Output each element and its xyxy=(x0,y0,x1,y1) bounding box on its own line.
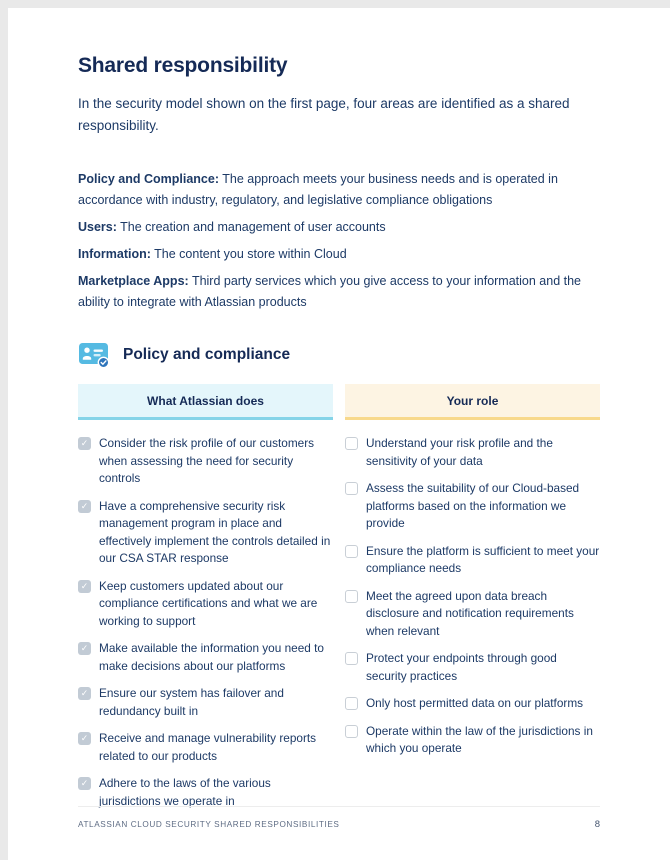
checked-checkbox-icon xyxy=(78,777,91,790)
checklist-item xyxy=(345,723,600,758)
unchecked-checkbox-icon xyxy=(345,697,358,710)
checklist-item-text: Have a comprehensive security risk management program in place and effectively implement the controls detailed in our CSA STAR response xyxy=(99,498,331,565)
checked-checkbox-icon xyxy=(78,687,91,700)
unchecked-checkbox-icon xyxy=(345,437,358,450)
your-role-checklist xyxy=(345,435,600,810)
unchecked-checkbox-icon xyxy=(345,482,358,495)
checklist-item xyxy=(345,650,600,685)
definition-text: The approach meets your business needs and is operated in accordance with industry, regulatory, and legislative compliance obligations xyxy=(78,172,558,207)
definition-users xyxy=(78,217,600,238)
checklist-item xyxy=(78,685,333,720)
checklist-item-text: Operate within the law of the jurisdictions in which you operate xyxy=(366,723,593,755)
column-header-what-atlassian-does: What Atlassian does xyxy=(78,384,333,420)
checklist-item-text: Ensure our system has failover and redundancy built in xyxy=(99,686,284,718)
column-header-your-role: Your role xyxy=(345,384,600,420)
checked-checkbox-icon xyxy=(78,580,91,593)
id-badge-check-icon xyxy=(78,341,110,369)
page-title: Shared responsibility xyxy=(78,54,288,77)
checked-checkbox-icon xyxy=(78,437,91,450)
checked-checkbox-icon xyxy=(78,500,91,513)
definition-text: The content you store within Cloud xyxy=(154,247,347,261)
checklist-item-text: Protect your endpoints through good security practices xyxy=(366,651,557,683)
footer-page-number: 8 xyxy=(594,819,600,830)
intro-paragraph: In the security model shown on the first page, four areas are identified as a shared responsibility. xyxy=(78,96,570,133)
unchecked-checkbox-icon xyxy=(345,545,358,558)
unchecked-checkbox-icon xyxy=(345,590,358,603)
checklist-item xyxy=(78,578,333,631)
definition-term: Users: xyxy=(78,220,117,234)
checklist-item-text: Consider the risk profile of our customers when assessing the need for security controls xyxy=(99,436,315,485)
checklist-item-text: Meet the agreed upon data breach disclosure and notification requirements when relevant xyxy=(366,588,574,638)
checklist-item xyxy=(78,730,333,765)
checklist-item-text: Assess the suitability of our Cloud-based platforms based on the information we provide xyxy=(366,481,580,530)
definition-policy-compliance xyxy=(78,169,600,211)
definition-text: Third party services which you give access to your information and the ability to integrate with Atlassian products xyxy=(78,274,582,309)
checklist-item xyxy=(78,498,333,568)
checklist-item xyxy=(345,588,600,641)
definitions-list xyxy=(78,169,600,313)
page-content xyxy=(8,8,670,810)
definition-term: Policy and Compliance: xyxy=(78,172,220,186)
checklist-item-text: Only host permitted data on our platforms xyxy=(366,696,584,710)
footer-document-label: ATLASSIAN CLOUD SECURITY SHARED RESPONSIBILITIES xyxy=(78,820,340,829)
checklist-item-text: Keep customers updated about our compliance certifications and what we are working to support xyxy=(99,578,318,628)
definition-term: Marketplace Apps: xyxy=(78,274,189,288)
unchecked-checkbox-icon xyxy=(345,725,358,738)
definition-information xyxy=(78,244,600,265)
checklist-item xyxy=(78,640,333,675)
checklist-item-text: Understand your risk profile and the sensitivity of your data xyxy=(366,436,553,468)
checklist-item xyxy=(78,435,333,488)
definition-text: The creation and management of user accounts xyxy=(120,220,386,234)
checked-checkbox-icon xyxy=(78,642,91,655)
atlassian-checklist xyxy=(78,435,333,810)
responsibility-table xyxy=(78,384,600,810)
checked-checkbox-icon xyxy=(78,732,91,745)
definition-term: Information: xyxy=(78,247,151,261)
checklist-item-text: Adhere to the laws of the various jurisdictions we operate in xyxy=(99,776,271,808)
section-title: Policy and compliance xyxy=(123,346,291,363)
checklist-item xyxy=(345,543,600,578)
unchecked-checkbox-icon xyxy=(345,652,358,665)
checklist-item xyxy=(78,775,333,810)
document-page xyxy=(8,8,670,860)
checklist-item xyxy=(345,695,600,713)
page-footer xyxy=(78,806,600,830)
checklist-item xyxy=(345,435,600,470)
checklist-item xyxy=(345,480,600,533)
definition-marketplace-apps xyxy=(78,271,600,313)
checklist-item-text: Make available the information you need to make decisions about our platforms xyxy=(99,641,324,673)
section-heading-policy-compliance xyxy=(78,341,600,369)
checklist-item-text: Ensure the platform is sufficient to meet your compliance needs xyxy=(366,543,600,575)
checklist-item-text: Receive and manage vulnerability reports related to our products xyxy=(99,731,317,763)
